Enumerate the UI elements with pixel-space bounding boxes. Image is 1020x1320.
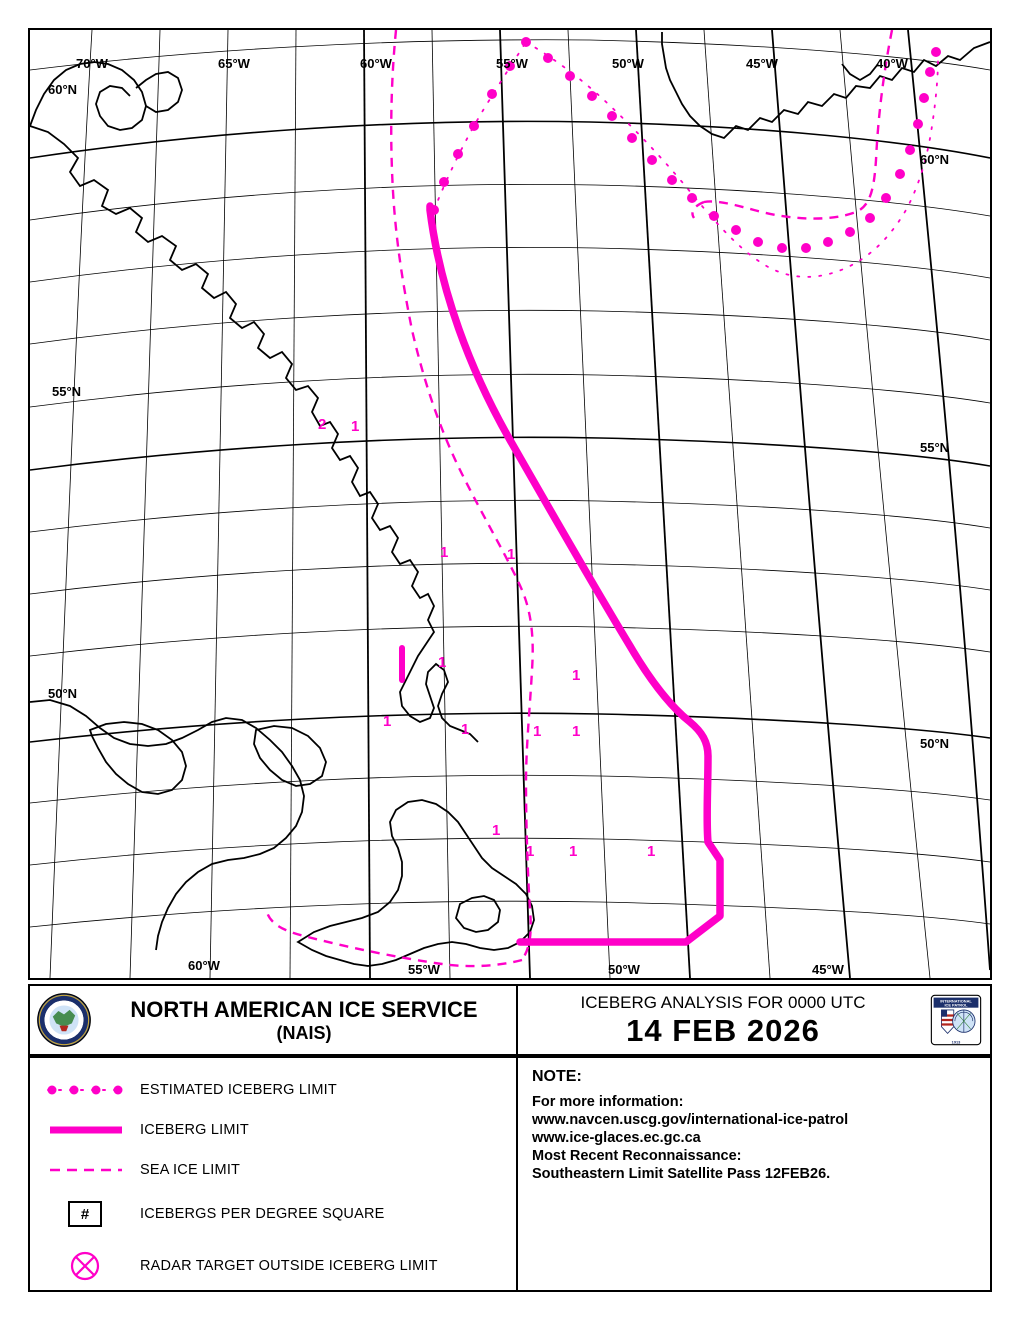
legend-radar-target-outside-iceberg-limit	[30, 1246, 518, 1286]
iceberg-count: 1	[461, 721, 470, 738]
note-line: Most Recent Reconnaissance:	[532, 1148, 742, 1164]
lon-label-bottom-50W: 50°W	[608, 962, 640, 977]
legend-block	[28, 1056, 992, 1292]
note-line: For more information:	[532, 1094, 684, 1110]
nais-title-cell	[30, 986, 518, 1054]
lon-label-bottom-60W: 60°W	[188, 958, 220, 973]
iceberg-count: 1	[572, 723, 581, 740]
iceberg-count: 1	[383, 713, 392, 730]
degree-square-box: #	[68, 1201, 102, 1227]
legend-icebergs-per-degree-square	[30, 1194, 518, 1234]
analysis-label: ICEBERG ANALYSIS FOR 0000 UTC	[580, 993, 866, 1012]
legend-label: ICEBERGS PER DEGREE SQUARE	[140, 1206, 385, 1222]
coastline-labrador-newfoundland	[30, 62, 478, 742]
lon-label-60W: 60°W	[360, 56, 392, 71]
radar-target-icon	[30, 1249, 140, 1283]
nais-seal	[36, 992, 92, 1048]
note-line-url-ice-glaces[interactable]: www.ice-glaces.ec.gc.ca	[532, 1130, 701, 1146]
lon-label-65W: 65°W	[218, 56, 250, 71]
iceberg-count: 1	[569, 843, 578, 860]
lon-label-50W: 50°W	[612, 56, 644, 71]
lat-label-left-50N: 50°N	[48, 686, 78, 701]
lon-label-40W: 40°W	[876, 56, 908, 71]
iceberg-count: 1	[438, 654, 447, 671]
sea-ice-limit-symbol	[30, 1163, 140, 1177]
iceberg-count: 1	[351, 418, 360, 435]
legend-symbols	[30, 1058, 518, 1290]
iceberg-count: 1	[572, 667, 581, 684]
iceberg-count: 2	[318, 416, 327, 433]
legend-label: ICEBERG LIMIT	[140, 1122, 249, 1138]
lon-label-45W: 45°W	[746, 56, 778, 71]
legend-label: ESTIMATED ICEBERG LIMIT	[140, 1082, 337, 1098]
iceberg-count: 1	[533, 723, 542, 740]
iceberg-count: 1	[440, 544, 449, 561]
legend-label: SEA ICE LIMIT	[140, 1162, 241, 1178]
lat-label-left-55N: 55°N	[52, 384, 82, 399]
lon-label-70W: 70°W	[76, 56, 108, 71]
note-line-url-navcen[interactable]: www.navcen.uscg.gov/international-ice-patrol	[532, 1112, 849, 1128]
lat-label-right-50N: 50°N	[920, 736, 950, 751]
map-graphic	[30, 30, 990, 978]
iceberg-limit	[430, 206, 720, 942]
estimated-iceberg-limit-symbol	[30, 1083, 140, 1097]
legend-estimated-iceberg-limit	[30, 1070, 518, 1110]
legend-iceberg-limit	[30, 1110, 518, 1150]
note-line: Southeastern Limit Satellite Pass 12FEB26.	[532, 1166, 831, 1182]
lon-label-bottom-45W: 45°W	[812, 962, 844, 977]
iceberg-count: 1	[507, 546, 516, 563]
iceberg-limit-symbol	[30, 1123, 140, 1137]
analysis-date: 14 FEB 2026	[626, 1013, 820, 1048]
legend-sea-ice-limit	[30, 1150, 518, 1190]
sea-ice-limit	[266, 30, 892, 966]
title-block	[28, 984, 992, 1056]
note-panel	[518, 1058, 990, 1290]
iceberg-count: 1	[647, 843, 656, 860]
degree-square-symbol	[30, 1201, 140, 1227]
graticule-meridians	[50, 30, 990, 978]
iceberg-count: 1	[492, 822, 501, 839]
lat-label-left-60N: 60°N	[48, 82, 78, 97]
iceberg-count: 1	[526, 843, 535, 860]
svg-text:1913: 1913	[951, 1039, 961, 1045]
legend-label: RADAR TARGET OUTSIDE ICEBERG LIMIT	[140, 1258, 438, 1274]
lat-label-right-60N: 60°N	[920, 152, 950, 167]
lon-label-55W: 55°W	[496, 56, 528, 71]
analysis-cell	[518, 986, 990, 1054]
svg-text:ICE PATROL: ICE PATROL	[944, 1002, 968, 1008]
map-panel[interactable]	[28, 28, 992, 980]
lon-label-bottom-55W: 55°W	[408, 962, 440, 977]
nais-title-line1: NORTH AMERICAN ICE SERVICE	[130, 996, 478, 1022]
note-heading: NOTE:	[532, 1068, 582, 1085]
lat-label-right-55N: 55°N	[920, 440, 950, 455]
international-ice-patrol-seal	[928, 992, 984, 1048]
coastline-greenland	[662, 32, 990, 138]
svg-text:INTERNATIONAL: INTERNATIONAL	[940, 998, 972, 1004]
graticule-parallels-minor	[30, 40, 990, 927]
estimated-iceberg-limit	[434, 42, 938, 277]
nais-title-line2: (NAIS)	[276, 1022, 332, 1043]
